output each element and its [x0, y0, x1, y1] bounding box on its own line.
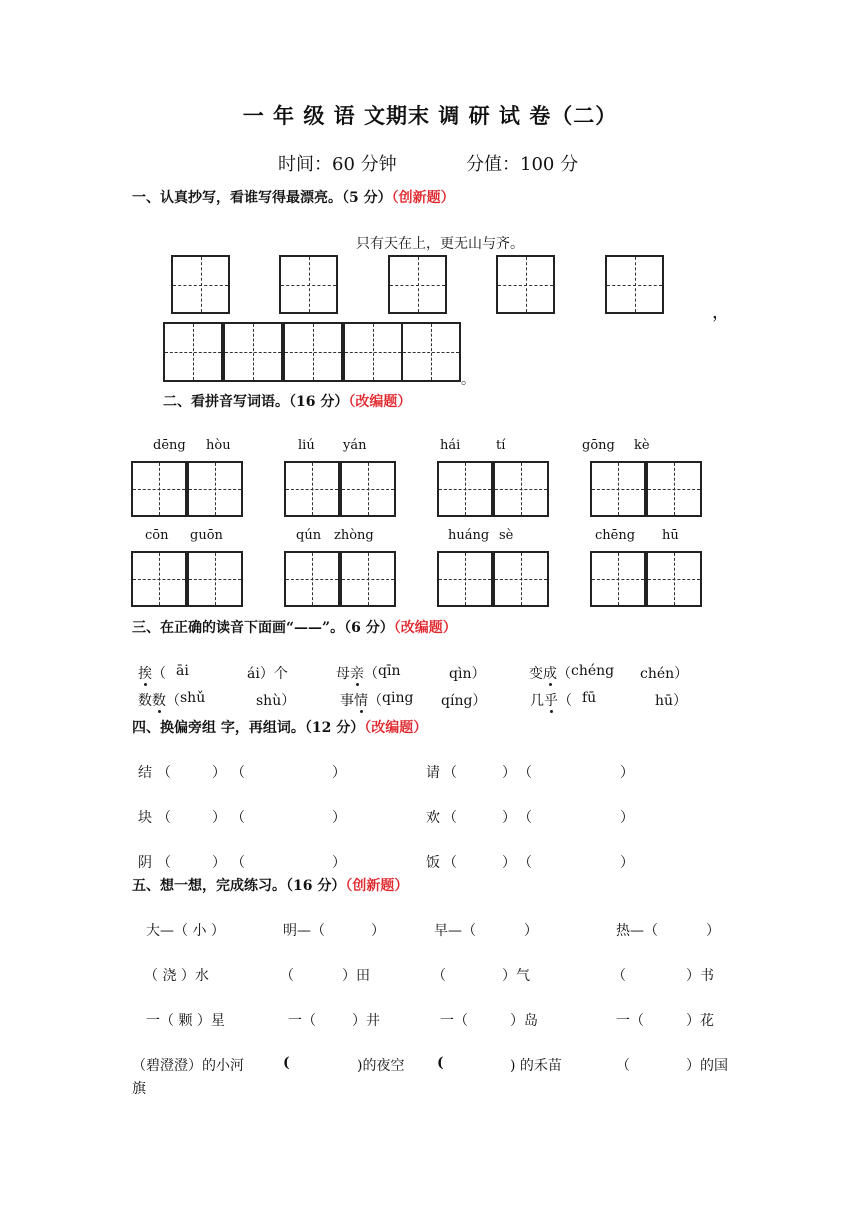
fill-item-close: ）的国	[686, 1058, 728, 1074]
target-char: 挨	[138, 666, 152, 682]
fill-item[interactable]: （	[432, 968, 446, 984]
blank-open[interactable]: （	[518, 765, 532, 781]
blank-close: ）	[502, 810, 516, 826]
writing-box[interactable]	[343, 322, 403, 382]
reading-option[interactable]: ái）个	[247, 666, 288, 682]
blank-open[interactable]: （	[157, 765, 171, 781]
writing-box[interactable]	[493, 461, 549, 517]
section-1-title: 一、认真抄写，看谁写得最漂亮。（5 分）	[132, 190, 392, 206]
section-5-heading	[132, 875, 408, 895]
page-title: 一 年 级 语 文期末 调 研 试 卷（二）	[242, 103, 618, 128]
fill-item[interactable]: (	[437, 1055, 444, 1071]
item-text: 数	[138, 693, 152, 709]
writing-box[interactable]	[187, 461, 243, 517]
blank-close: ）	[620, 810, 634, 826]
fill-item-close: ）	[371, 923, 385, 939]
blank-open[interactable]: （	[443, 765, 457, 781]
section-4-heading	[132, 717, 427, 737]
pinyin: cōn	[145, 528, 169, 543]
item-text: 事	[340, 693, 354, 709]
example-item: （ 浇 ）水	[144, 968, 209, 984]
writing-box[interactable]	[131, 551, 187, 607]
section-3-tag: （改编题）	[393, 620, 457, 636]
pinyin: gōng	[582, 438, 615, 453]
pinyin: chēng	[595, 528, 636, 543]
reading-option[interactable]: āi	[176, 663, 189, 679]
item-text: （	[152, 666, 166, 682]
reading-option[interactable]: qíng）	[441, 693, 487, 709]
reading-option[interactable]: chéng	[571, 663, 615, 679]
pinyin: zhòng	[334, 528, 374, 543]
fill-item-close: ）气	[502, 968, 530, 984]
reading-item	[336, 663, 378, 683]
writing-box[interactable]	[388, 255, 447, 314]
fill-item-close: ）书	[686, 968, 714, 984]
item-text: （	[558, 693, 572, 709]
reading-item	[530, 690, 572, 710]
radical-char: 阴	[138, 855, 152, 871]
fill-item-close: ) 的禾苗	[510, 1058, 562, 1074]
blank-close: ）	[212, 765, 226, 781]
writing-box[interactable]	[163, 322, 223, 382]
writing-box[interactable]	[646, 551, 702, 607]
example-item: （碧澄澄）的小河	[132, 1058, 244, 1074]
period-mark: 。	[461, 372, 475, 388]
writing-box[interactable]	[496, 255, 555, 314]
pinyin: hòu	[206, 438, 231, 453]
target-char: 情	[354, 693, 368, 709]
section-4-title: 四、换偏旁组 字，再组词。（12 分）	[132, 720, 365, 736]
blank-open[interactable]: （	[518, 855, 532, 871]
reading-item	[138, 663, 166, 683]
writing-box[interactable]	[605, 255, 664, 314]
pinyin: hái	[440, 438, 461, 453]
example-item: 一（ 颗 ）星	[146, 1013, 225, 1029]
reading-option[interactable]: qìn）	[449, 666, 486, 682]
target-char: 数	[152, 693, 166, 709]
item-text: （	[368, 693, 382, 709]
blank-open[interactable]: （	[518, 810, 532, 826]
writing-box[interactable]	[284, 461, 340, 517]
pinyin: qún	[296, 528, 322, 543]
comma-mark: ，	[712, 302, 730, 323]
fill-item[interactable]: 一（	[440, 1013, 468, 1029]
time-label: 时间：60 分钟	[278, 154, 397, 175]
writing-box[interactable]	[401, 322, 461, 382]
blank-open[interactable]: （	[231, 810, 245, 826]
radical-char: 饭	[426, 855, 440, 871]
blank-close: ）	[332, 765, 346, 781]
fill-item-close: ）岛	[510, 1013, 538, 1029]
writing-box[interactable]	[279, 255, 338, 314]
fill-item[interactable]: （	[616, 1058, 630, 1074]
target-char: 乎	[544, 693, 558, 709]
blank-close: ）	[620, 855, 634, 871]
blank-open[interactable]: （	[443, 855, 457, 871]
writing-box[interactable]	[646, 461, 702, 517]
reading-option[interactable]: fū	[582, 690, 597, 706]
writing-box[interactable]	[590, 551, 646, 607]
section-2-title: 二、看拼音写词语。（16 分）	[163, 394, 349, 410]
fill-item[interactable]: (	[283, 1055, 290, 1071]
blank-open[interactable]: （	[157, 855, 171, 871]
blank-close: ）	[502, 855, 516, 871]
reading-option[interactable]: qīn	[378, 663, 401, 679]
pinyin: yán	[343, 438, 367, 453]
radical-char: 结	[138, 765, 152, 781]
writing-box[interactable]	[131, 461, 187, 517]
item-text: 母	[336, 666, 350, 682]
writing-box[interactable]	[340, 461, 396, 517]
fill-item-close: )的夜空	[357, 1058, 405, 1074]
writing-box[interactable]	[437, 551, 493, 607]
pinyin: sè	[499, 528, 514, 543]
item-text: 几	[530, 693, 544, 709]
reading-item	[138, 690, 180, 710]
pinyin: liú	[298, 438, 315, 453]
section-5-tag: （创新题）	[345, 878, 409, 894]
wrapped-text: 旗	[132, 1081, 146, 1097]
writing-box[interactable]	[340, 551, 396, 607]
blank-close: ）	[620, 765, 634, 781]
writing-box[interactable]	[493, 551, 549, 607]
blank-close: ）	[212, 855, 226, 871]
radical-char: 块	[138, 810, 152, 826]
fill-item-close: ）花	[686, 1013, 714, 1029]
pinyin: kè	[634, 438, 650, 453]
pinyin: tí	[496, 438, 506, 453]
reading-item	[340, 690, 382, 710]
fill-item-close: ）	[706, 923, 720, 939]
blank-open[interactable]: （	[231, 765, 245, 781]
section-2-heading	[163, 391, 411, 411]
fill-item-close: ）	[524, 923, 538, 939]
score-label: 分值：100 分	[466, 154, 579, 175]
item-text: （	[166, 693, 180, 709]
writing-box[interactable]	[223, 322, 283, 382]
section-2-tag: （改编题）	[348, 394, 412, 410]
writing-box[interactable]	[590, 461, 646, 517]
pinyin: dēng	[153, 438, 186, 453]
copy-sentence: 只有天在上，更无山与齐。	[356, 236, 524, 252]
radical-char: 欢	[426, 810, 440, 826]
section-1-heading	[132, 187, 455, 207]
section-3-title: 三、在正确的读音下面画“——”。（6 分）	[132, 620, 394, 636]
target-char: 亲	[350, 666, 364, 682]
section-1-tag: （创新题）	[391, 190, 455, 206]
pinyin: guōn	[190, 528, 223, 543]
reading-option[interactable]: hū）	[655, 693, 688, 709]
writing-box[interactable]	[284, 551, 340, 607]
fill-item[interactable]: 早—（	[434, 923, 476, 939]
fill-item-close: ）田	[342, 968, 370, 984]
pinyin: hū	[662, 528, 679, 543]
writing-box[interactable]	[187, 551, 243, 607]
writing-box[interactable]	[283, 322, 343, 382]
blank-close: ）	[212, 810, 226, 826]
reading-option[interactable]: shù）	[256, 693, 296, 709]
pinyin: huáng	[448, 528, 490, 543]
blank-open[interactable]: （	[157, 810, 171, 826]
reading-option[interactable]: qing	[382, 690, 414, 706]
fill-item[interactable]: 热—（	[616, 923, 658, 939]
fill-item-close: ）井	[352, 1013, 380, 1029]
blank-close: ）	[502, 765, 516, 781]
reading-item	[529, 663, 571, 683]
fill-item[interactable]: （	[612, 968, 626, 984]
section-3-heading	[132, 617, 457, 637]
fill-item[interactable]: 一（	[288, 1013, 316, 1029]
blank-close: ）	[332, 855, 346, 871]
target-char: 成	[543, 666, 557, 682]
fill-item[interactable]: 明—（	[283, 923, 325, 939]
fill-item[interactable]: （	[280, 968, 294, 984]
writing-box[interactable]	[437, 461, 493, 517]
item-text: （	[364, 666, 378, 682]
blank-open[interactable]: （	[443, 810, 457, 826]
blank-close: ）	[332, 810, 346, 826]
radical-char: 请	[426, 765, 440, 781]
item-text: （	[557, 666, 571, 682]
example-item: 大—（ 小 ）	[146, 923, 225, 939]
fill-item[interactable]: 一（	[616, 1013, 644, 1029]
item-text: 变	[529, 666, 543, 682]
section-5-title: 五、想一想，完成练习。（16 分）	[132, 878, 346, 894]
reading-option[interactable]: shǔ	[180, 690, 206, 706]
reading-option[interactable]: chén）	[640, 666, 689, 682]
writing-box[interactable]	[171, 255, 230, 314]
blank-open[interactable]: （	[231, 855, 245, 871]
section-4-tag: （改编题）	[364, 720, 428, 736]
